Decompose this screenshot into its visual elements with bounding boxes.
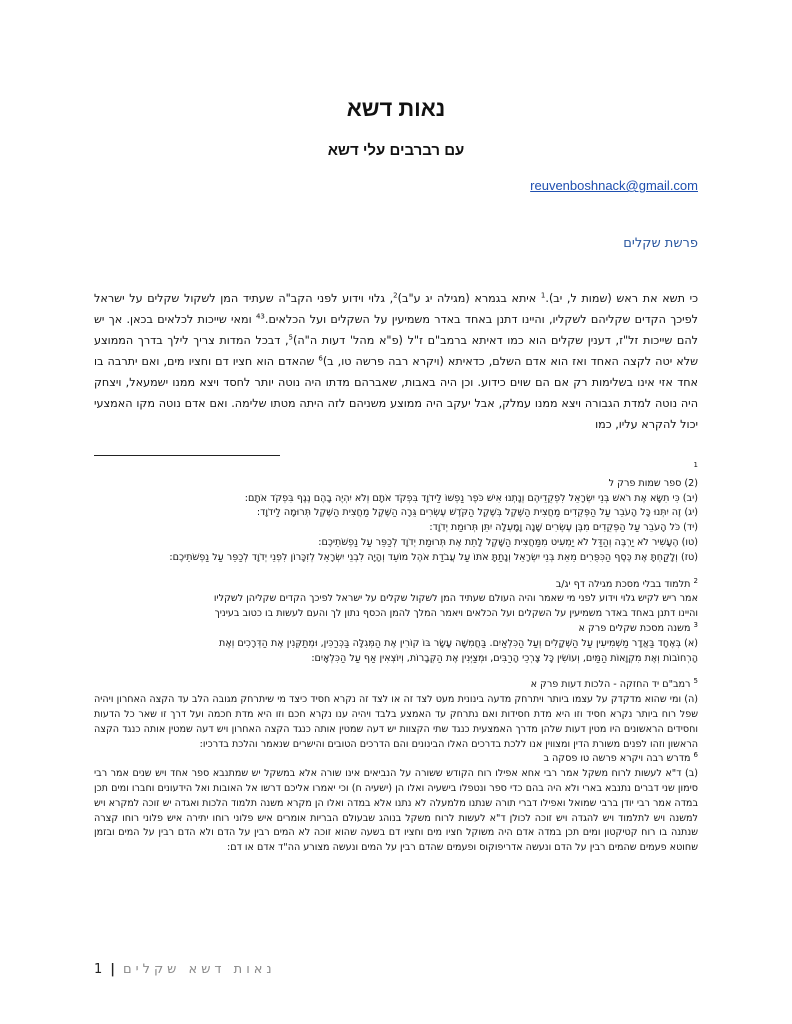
footnote-heading: רמב"ם יד החזקה - הלכות דעות פרק א xyxy=(530,679,691,691)
body-paragraph xyxy=(94,288,698,431)
footnote-ref[interactable]: 1 xyxy=(540,291,546,300)
footnote-heading: תלמוד בבלי מסכת מגילה דף יג/ב xyxy=(555,578,691,590)
footnote-number-line xyxy=(94,462,698,477)
footnote-heading-line xyxy=(94,752,698,767)
footer-title: נאות דשא שקלים xyxy=(123,962,276,977)
footnote-line: אמר ריש לקיש גלוי וידוע לפני מי שאמר והיה העולם שעתיד המן לשקול שקלים על ישראל לפיכך הקדים שקליהן לשקליו xyxy=(213,593,698,605)
footnote-ref[interactable]: 2 xyxy=(393,291,398,300)
page-title: נאות דשא xyxy=(346,96,446,121)
page-footer xyxy=(94,962,276,977)
section-heading: פרשת שקלים xyxy=(623,236,698,251)
footnote-heading-line xyxy=(94,622,698,637)
footnote-line: הָרְחוֹבוֹת וְאֶת מִקְוָאוֹת הַמַּיִם, וְעוֹשִׂין כָּל צָרְכֵי הָרַבִּים, וּמְצַיְּנִין אֶת הַקְּבָרוֹת, וְיוֹצְאִין אַף עַל הַכִּלְאָיִם: xyxy=(311,652,698,664)
footer-separator: | xyxy=(110,962,116,977)
footnote-line: (טו) הֶעָשִׁיר לֹא יַרְבֶּה וְהַדַּל לֹא יַמְעִיט מִמַּחֲצִית הַשָּׁקֶל לָתֵת אֶת תְּרוּמַת יְדֹוָד לְכַפֵּר עַל נַפְשֹׁתֵיכֶם: xyxy=(318,536,698,548)
footnote-heading-line xyxy=(94,678,698,693)
body-text-segment: איתא בגמרא (מגילה יג ע"ב) xyxy=(397,292,541,305)
footnote-line: והיינו דתנן באחד באדר משמיעין על השקלים ועל הכלאים ויאמר המלך להמן הכסף נתון לך והעם לעשות בו כטוב בעיניך xyxy=(214,608,698,620)
footnote-number: 1 xyxy=(693,460,698,469)
footnote-line: (יג) זֶה יִתְּנוּ כָּל הָעֹבֵר עַל הַפְּקֻדִים מַחֲצִית הַשֶּׁקֶל בְּשֶׁקֶל הַקֹּדֶשׁ עֶשְׂרִים גֵּרָה הַשֶּׁקֶל מַחֲצִית הַשֶּׁקֶל תְּרוּמָה לַידֹוָד: xyxy=(256,507,698,519)
body-text-segment: שהאדם הוא חציו דם וחציו מים, ואם יתרבה בו אחד אזי אינו בשלימות רק אם הם שוים כידוע. וכן היה באבות, שאברהם מדתו היה נוטה יותר לחסד ויצא ממנו ישמעאל, ויצחק היה נוטה למדת הגבורה ויצא ממנו עמלק, אבל יעקב היה ממוצע משניהם לזה היתה מטתו שלימה. ואם אדם נוטה מקו האמצעי יכול להקרא עליו, כמו xyxy=(94,355,698,431)
footnote-ref[interactable]: 43 xyxy=(255,312,265,321)
footnote-line: (טז) וְלָקַחְתָּ אֶת כֶּסֶף הַכִּפֻּרִים מֵאֵת בְּנֵי יִשְׂרָאֵל וְנָתַתָּ אֹתוֹ עַל עֲבֹדַת אֹהֶל מוֹעֵד וְהָיָה לִבְנֵי יִשְׂרָאֵל לְזִכָּרוֹן לִפְנֵי יְדֹוָד לְכַפֵּר עַל נַפְשֹׁתֵיכֶם: xyxy=(169,551,698,563)
email-link[interactable]: reuvenboshnack@gmail.com xyxy=(530,178,698,193)
footnote-heading: מדרש רבה ויקרא פרשה טו פסקה ב xyxy=(543,753,691,765)
footnote-line: (יב) כִּי תִשָּׂא אֶת רֹאשׁ בְּנֵי יִשְׂרָאֵל לִפְקֻדֵיהֶם וְנָתְנוּ אִישׁ כֹּפֶר נַפְשׁוֹ לַידֹוָד בִּפְקֹד אֹתָם וְלֹא יִהְיֶה בָהֶם נֶגֶף בִּפְקֹד אֹתָם: xyxy=(244,492,698,504)
page-subtitle: עם רברבים עלי דשא xyxy=(327,142,465,159)
footnotes-section xyxy=(94,462,698,937)
body-text-segment: , גלוי וידוע לפני הקב"ה שעתיד המן לשקול שקלים על ישראל לפיכך הקדים שקליהם לשקליו, והיינו דתנן באחד באדר משמיעין על השקלים ועל הכלאים. xyxy=(94,292,698,326)
footnote-ref[interactable]: 6 xyxy=(318,354,323,363)
footnote-number: 2 xyxy=(693,576,698,585)
footnote-line: (א) בְּאֶחָד בַּאֲדָר מַשְׁמִיעִין עַל הַשְּׁקָלִים וְעַל הַכִּלְאַיִם. בַּחֲמִשָּׁה עָשָׂר בּוֹ קוֹרִין אֶת הַמְּגִלָּה בַּכְּרַכִּין, וּמְתַקְּנִין אֶת הַדְּרָכִים וְאֶת xyxy=(219,637,698,649)
footnote-heading: (2) ספר שמות פרק ל xyxy=(608,477,698,489)
body-text-segment: כי תשא את ראש (שמות ל, יב). xyxy=(545,292,698,305)
footnote-spacer xyxy=(94,666,698,678)
body-text-segment: ומאי שייכות לכלאים בכאן. אך יש להם שייכות זל"ז, דענין שקלים הוא כמו דאיתא ברמב"ם ז"ל (פ"א מהל' דעות ה"ה) xyxy=(94,313,698,347)
footnote-heading-line xyxy=(94,578,698,593)
footnote-body: (ה) ומי שהוא מדקדק על עצמו ביותר ויתרחק מדעה בינונית מעט לצד זה או לצד זה נקרא חסיד כיצד מי שיתרחק מגובה הלב עד הקצה האחרון ויהיה שפל רוח ביותר נקרא חסיד וזו היא מדת חסידות ואם נתרחק עד האמצע בלבד ויהיה ענו נקרא חכם וזו היא מדת חכמה ועל דרך זו שאר כל הדעות וחסידים הראשונים היו מטין דעות שלהן מדרך האמצעית כנגד שתי הקצוות יש דעה שמטין אותה כנגד הקצה האחרון ויש דעה שמטין אותה כנגד הקצה הראשון וזהו לפנים משורת הדין ומצווין אנו ללכת בדרכים האלו הבינונים והם הדרכים הטובים והישרים שנאמר והלכת בדרכיו: xyxy=(94,694,698,750)
body-text-segment: , דבכל המדות צריך לילך בדרך הממוצע שלא יטה לקצה האחד ואז הוא אדם השלם, כדאיתא (ויקרא רבה פרשה טו, ב) xyxy=(94,334,698,368)
footnote-number: 3 xyxy=(693,620,698,629)
footnote-heading: משנה מסכת שקלים פרק א xyxy=(578,622,691,634)
page-number: 1 xyxy=(94,962,103,977)
footnote-ref[interactable]: 5 xyxy=(288,333,293,342)
footnote-body: (ב) ד"א לעשות לרוח משקל אמר רבי אחא אפילו רוח הקודש ששורה על הנביאים אינו שורה אלא במשקל יש שמתנבא ספר אחד ויש שנים אמר רבי סימון שני דברים נתנבא בארי ולא היה בהם כדי ספר ונטפלו בישעיה ואלו הן (ישעיה ח) וכי יאמרו אליכם דרשו אל האובות ואל הידעונים וחברו ומים תכן במדה אמר רבי יודן ברבי שמואל ואפילו דברי תורה שנתנו מלמעלה לא נתנו אלא במדה ואלו הן מקרא משנה תלמוד הלכות ואגדה יש זוכה למקרא ויש למשנה ויש לתלמוד ויש להגדה ויש זוכה לכולן ד"א לעשות לרוח משקל בנוהג שבעולם הבריות אומרים איש פלוני רוחו יתירה איש פלוני רוחו קצרה שנתנה בו רוח קטיקטון ומים תכן במדה אדם היה משוקל חציו מים וחציו דם בשעה שהוא זוכה לא המים רבין על הדם ולא הדם רבין על המים ובזמן שחוטא פעמים שהמים רבין על הדם ונעשה אדריפוקוס ופעמים שהדם רבין על המים ונעשה מצורע הה"ד אדם או דם: xyxy=(94,768,698,854)
footnote-number: 6 xyxy=(693,751,698,760)
footnote-spacer xyxy=(94,566,698,578)
footnote-number: 5 xyxy=(693,677,698,686)
footnote-separator xyxy=(94,455,280,456)
footnote-line: (יד) כֹּל הָעֹבֵר עַל הַפְּקֻדִים מִבֶּן עֶשְׂרִים שָׁנָה וָמָעְלָה יִתֵּן תְּרוּמַת יְדֹוָד: xyxy=(429,522,698,534)
